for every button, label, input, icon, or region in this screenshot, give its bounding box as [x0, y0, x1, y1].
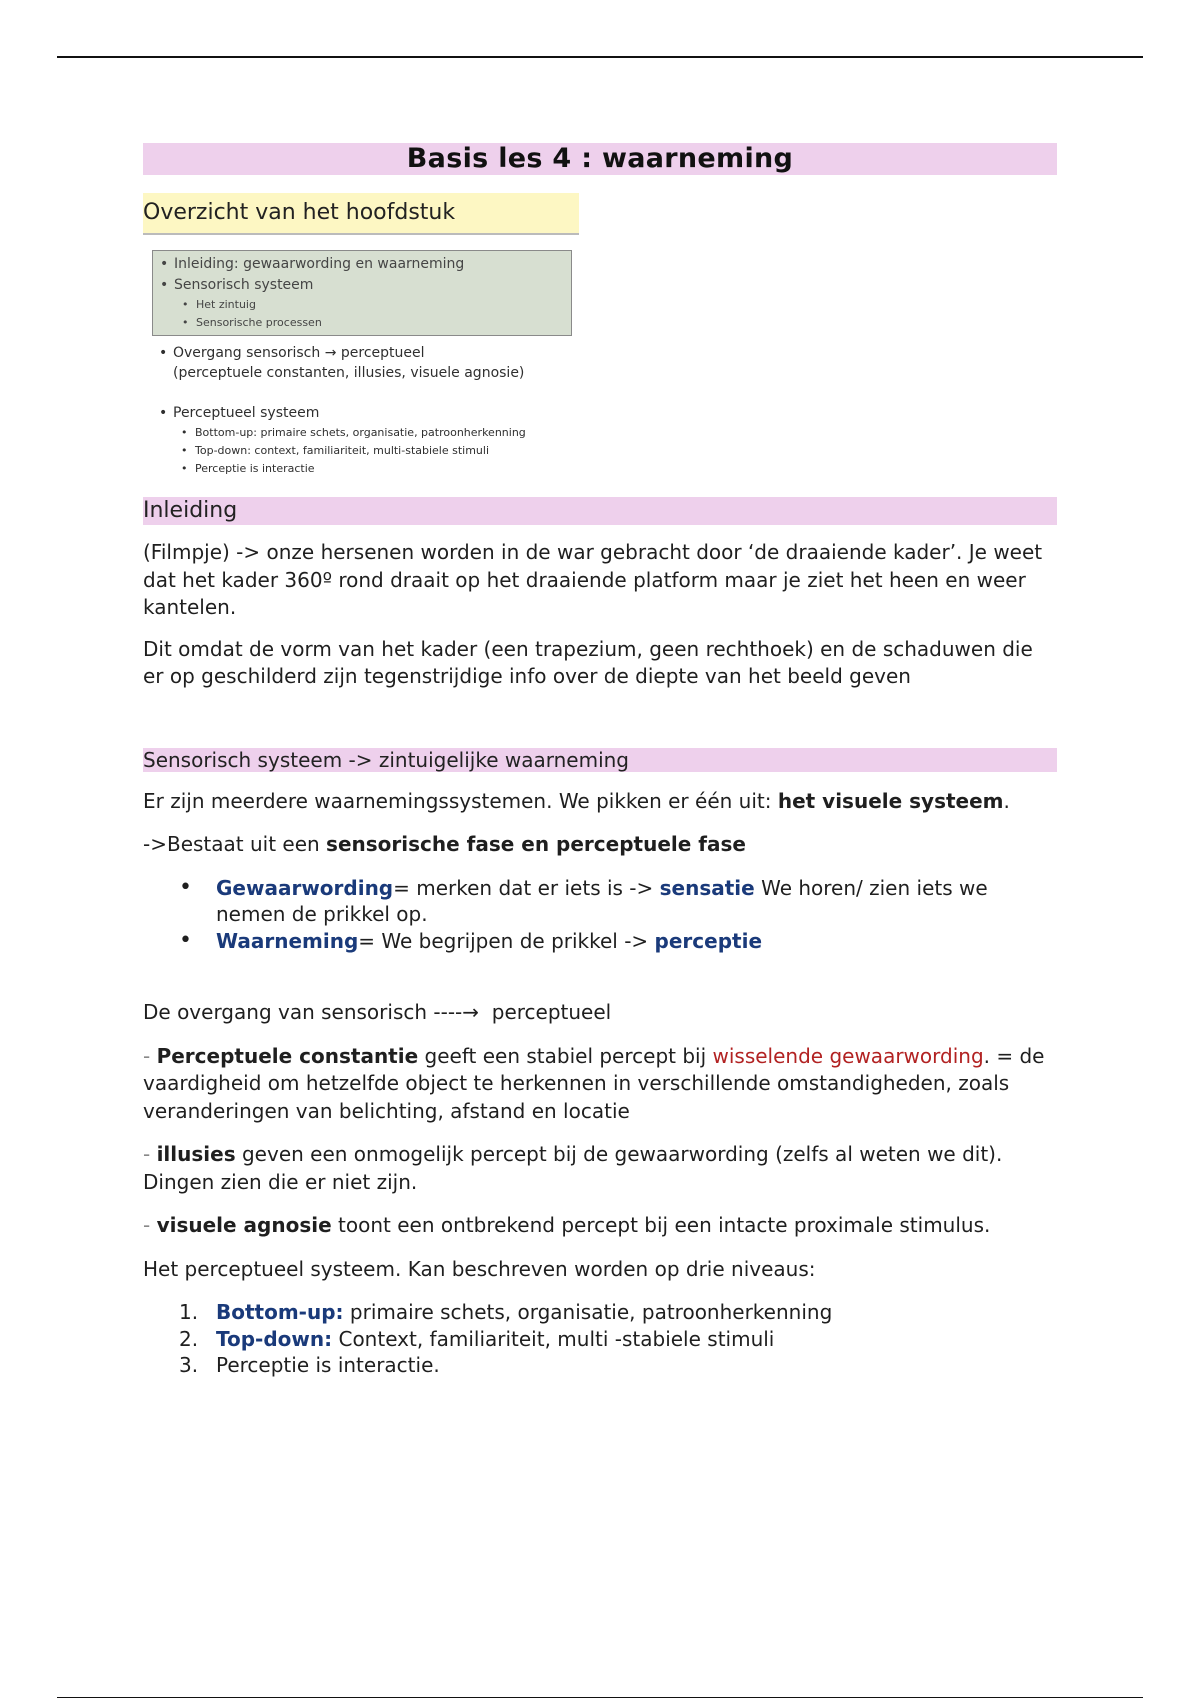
arrow-right-icon: ----→	[433, 1000, 480, 1024]
section-heading-inleiding: Inleiding	[143, 497, 1057, 525]
header-rule	[57, 56, 1143, 58]
slide-item: • Perceptueel systeem	[157, 403, 577, 424]
paragraph: Er zijn meerdere waarnemingssystemen. We pikken er één uit: het visuele systeem.	[143, 788, 1010, 813]
overview-heading: Overzicht van het hoofdstuk	[143, 193, 579, 235]
slide-item-continuation: (perceptuele constanten, illusies, visuele agnosie)	[173, 365, 525, 381]
document-body	[143, 143, 1057, 1379]
slide-subitem: • Sensorische processen	[158, 314, 571, 332]
slide-subitem: • Het zintuig	[158, 296, 571, 314]
paragraph: - illusies geven een onmogelijk percept bij de gewaarwording (zelfs al weten we dit). Dingen zien die er niet zijn.	[143, 1142, 1003, 1194]
document-title: Basis les 4 : waarneming	[143, 143, 1057, 175]
levels-list	[143, 1299, 1057, 1379]
list-item: 1. Bottom-up: primaire schets, organisatie, patroonherkenning	[179, 1300, 833, 1324]
section-heading-sensorisch: Sensorisch systeem -> zintuigelijke waarneming	[143, 748, 1057, 772]
paragraph: Dit omdat de vorm van het kader (een trapezium, geen rechthoek) en de schaduwen die er op geschilderd zijn tegenstrijdige info over de diepte van het beeld geven	[143, 636, 1033, 688]
list-item: • Gewaarwording= merken dat er iets is -> sensatie We horen/ zien iets we nemen de prikkel op.	[143, 875, 1057, 928]
paragraph: Het perceptueel systeem. Kan beschreven worden op drie niveaus:	[143, 1256, 816, 1281]
slide-item: • Sensorisch systeem	[158, 275, 571, 296]
list-item: • Waarneming= We begrijpen de prikkel -> perceptie	[143, 928, 1057, 955]
list-item: 2. Top-down: Context, familiariteit, multi -stabiele stimuli	[179, 1326, 775, 1351]
list-item: 3. Perceptie is interactie.	[179, 1353, 440, 1377]
phase-list	[143, 875, 1057, 955]
slide-subitem: • Top-down: context, familiariteit, multi-stabiele stimuli	[157, 442, 577, 460]
footer-rule	[57, 1697, 1143, 1698]
overview-slide-box	[152, 250, 572, 336]
paragraph: De overgang van sensorisch ----→ perceptueel	[143, 1000, 612, 1024]
paragraph: - Perceptuele constantie geeft een stabiel percept bij wisselende gewaarwording. = de vaardigheid om hetzelfde object te herkennen in verschillende omstandigheden, zoals veranderingen van belichting, afstand en locatie	[143, 1043, 1045, 1123]
paragraph: ->Bestaat uit een sensorische fase en perceptuele fase	[143, 832, 746, 856]
paragraph: (Filmpje) -> onze hersenen worden in de war gebracht door ‘de draaiende kader’. Je weet dat het kader 360º rond draait op het draaiende platform maar je ziet het heen en weer kantelen.	[143, 540, 1043, 619]
slide-subitem: • Bottom-up: primaire schets, organisatie, patroonherkenning	[157, 424, 577, 442]
overview-slide-rest	[157, 343, 577, 478]
overview-slide	[143, 235, 579, 497]
slide-subitem: • Perceptie is interactie	[157, 460, 577, 478]
paragraph: - visuele agnosie toont een ontbrekend percept bij een intacte proximale stimulus.	[143, 1213, 991, 1237]
slide-item: • Overgang sensorisch → perceptueel	[157, 343, 577, 364]
slide-item: • Inleiding: gewaarwording en waarneming	[158, 254, 571, 275]
